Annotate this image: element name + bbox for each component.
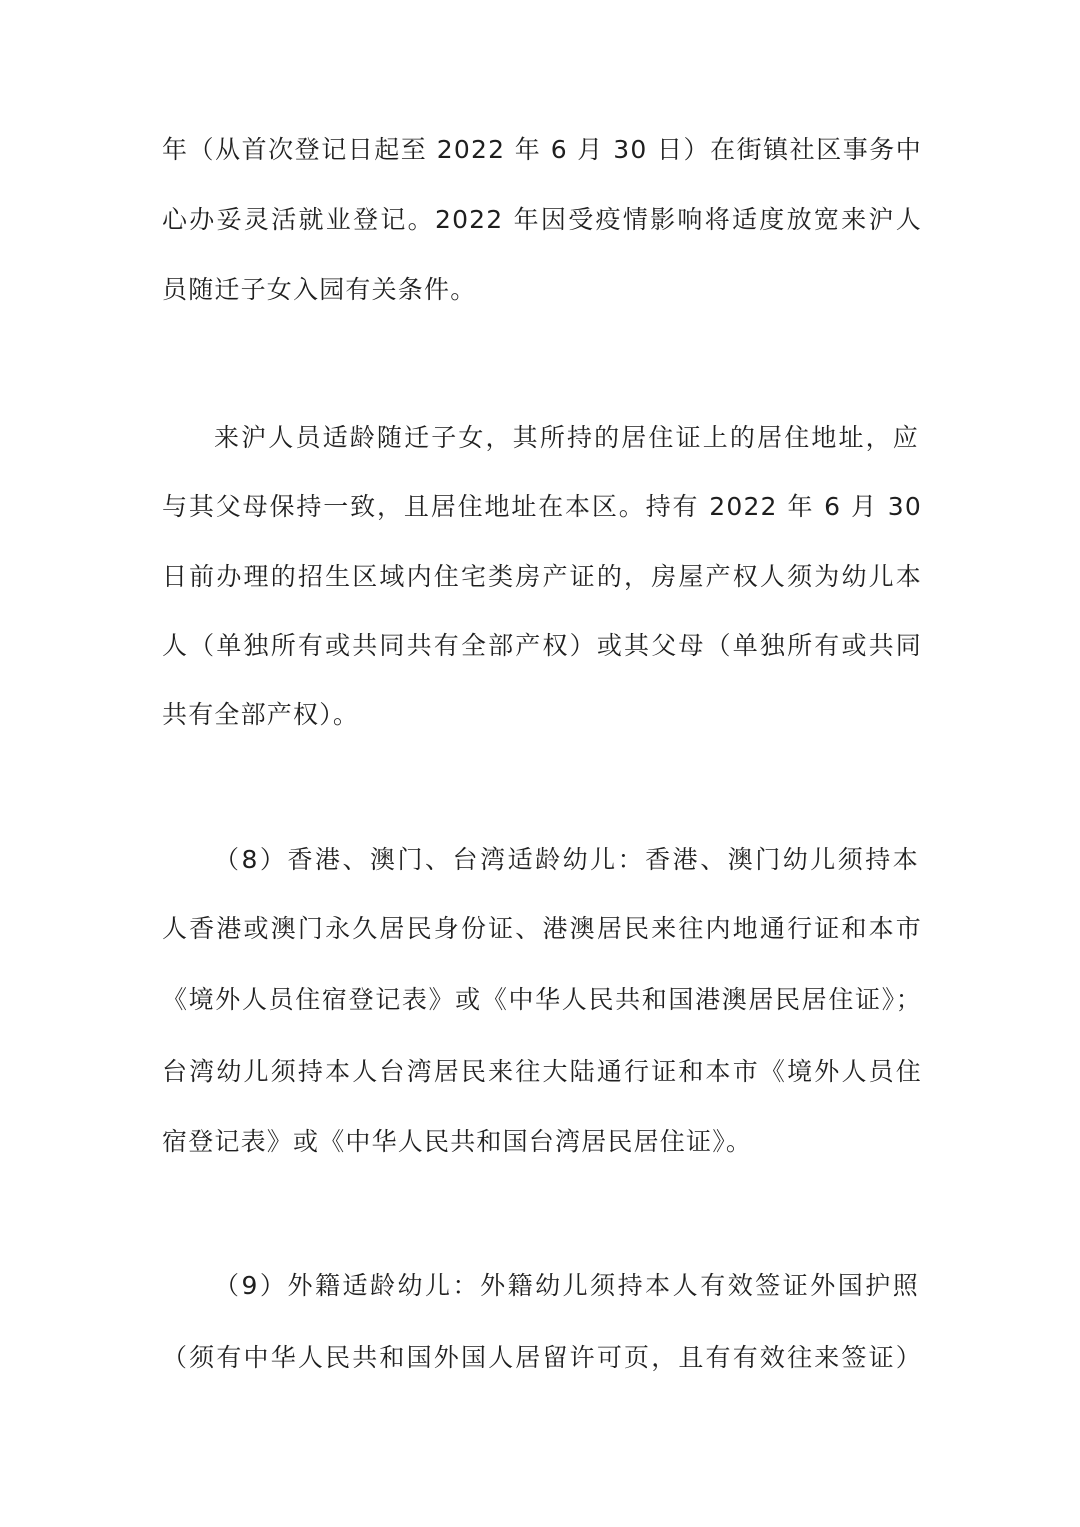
paragraph-3-line-3: 《境外人员住宿登记表》或《中华人民共和国港澳居民居住证》； (162, 985, 922, 1014)
paragraph-3-line-4: 台湾幼儿须持本人台湾居民来往大陆通行证和本市《境外人员住 (162, 1057, 922, 1086)
paragraph-2-line-3: 日前办理的招生区域内住宅类房产证的，房屋产权人须为幼儿本 (162, 562, 922, 591)
paragraph-2-line-1: 来沪人员适龄随迁子女，其所持的居住证上的居住地址，应 (214, 423, 919, 452)
paragraph-2-line-5: 共有全部产权）。 (162, 700, 360, 729)
paragraph-4-line-1: （9）外籍适龄幼儿：外籍幼儿须持本人有效签证外国护照 (214, 1271, 919, 1300)
paragraph-1-line-2: 心办妥灵活就业登记。2022 年因受疫情影响将适度放宽来沪人 (162, 205, 922, 234)
paragraph-2-line-4: 人（单独所有或共同共有全部产权）或其父母（单独所有或共同 (162, 631, 922, 660)
paragraph-1-line-1: 年（从首次登记日起至 2022 年 6 月 30 日）在街镇社区事务中 (162, 135, 922, 164)
paragraph-3-line-2: 人香港或澳门永久居民身份证、港澳居民来往内地通行证和本市 (162, 914, 922, 943)
paragraph-1-line-3: 员随迁子女入园有关条件。 (162, 275, 477, 304)
paragraph-2-line-2: 与其父母保持一致，且居住地址在本区。持有 2022 年 6 月 30 (162, 492, 922, 521)
paragraph-3-line-5: 宿登记表》或《中华人民共和国台湾居民居住证》。 (162, 1127, 753, 1156)
paragraph-3-line-1: （8）香港、澳门、台湾适龄幼儿：香港、澳门幼儿须持本 (214, 845, 919, 874)
paragraph-4-line-2: （须有中华人民共和国外国人居留许可页，且有有效往来签证） (162, 1343, 922, 1372)
